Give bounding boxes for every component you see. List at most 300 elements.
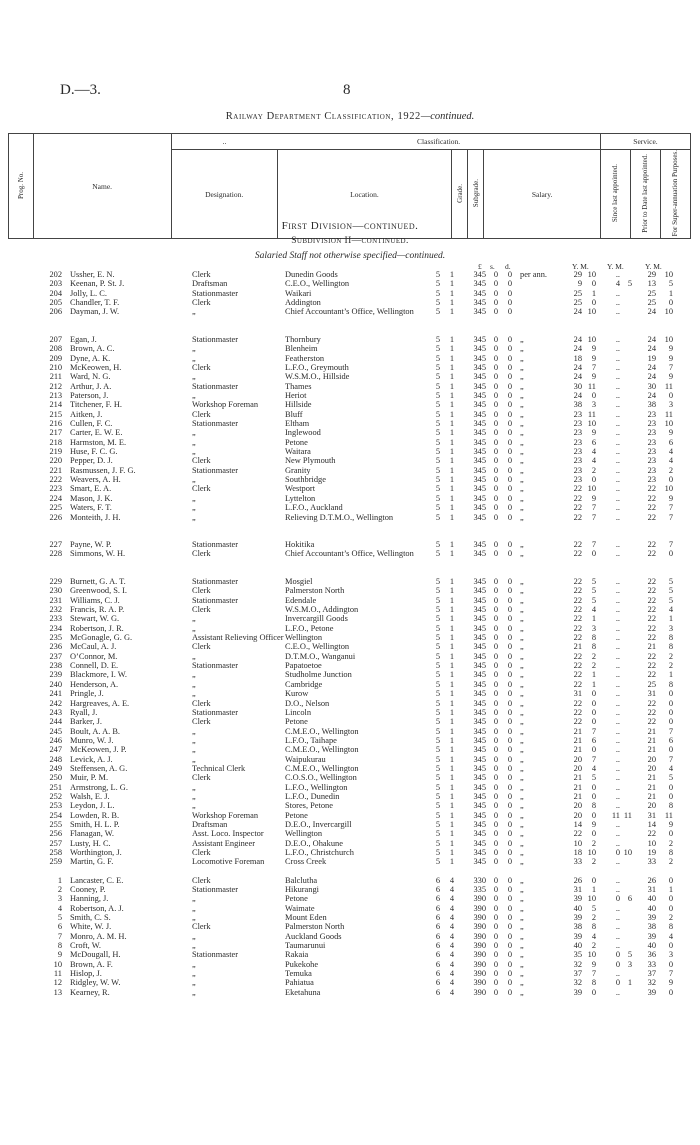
cell-subgrade: 1 [449,540,455,550]
cell-salary-pounds: 345 [473,726,486,736]
cell-subgrade: 1 [449,819,455,829]
cell-salary-pounds: 345 [473,465,486,475]
cell-designation: Stationmaster [192,950,239,960]
cell-location: Auckland Goods [285,931,342,941]
cell-super-months: 7 [668,969,673,979]
cell-name: Francis, R. A. P. [70,605,125,615]
cell-grade: 5 [435,456,441,466]
cell-prog-no: 256 [49,829,62,839]
cell-subgrade: 1 [449,353,455,363]
cell-super-years: 40 [647,941,656,951]
cell-salary-shillings: 0 [493,950,498,960]
cell-salary-shillings: 0 [493,540,498,550]
cell-salary-pence: 0 [507,437,512,447]
cell-prior-years: .. [615,726,620,736]
unit-years-months-3: Y. M. [645,262,662,271]
cell-salary-pounds: 345 [473,334,486,344]
cell-salary-pence: 0 [507,707,512,717]
cell-since-last-months: 4 [591,456,596,466]
document-reference: D.—3. [60,82,101,98]
cell-name: Lowden, R. B. [70,810,120,820]
cell-since-last-months: 2 [591,651,596,661]
table-row [0,848,700,857]
cell-name: Titchener, F. H. [70,400,122,410]
cell-since-last-years: 22 [573,503,582,513]
cell-prog-no: 229 [49,577,62,587]
cell-grade: 6 [435,913,441,923]
cell-location: Wellington [285,633,323,643]
cell-since-last-months: 10 [587,894,596,904]
cell-prior-months: 6 [627,894,632,904]
cell-salary-period: „ [520,334,524,344]
cell-designation: „ [192,372,196,382]
cell-since-last-years: 20 [573,763,582,773]
cell-salary-pounds: 345 [473,344,486,354]
cell-super-months: 3 [668,950,673,960]
cell-salary-pounds: 390 [473,987,486,997]
cell-super-months: 2 [668,651,673,661]
cell-salary-shillings: 0 [493,447,498,457]
cell-location: C.M.E.O., Wellington [285,763,359,773]
cell-salary-pounds: 345 [473,270,486,279]
cell-prior-years: .. [615,651,620,661]
cell-salary-pence: 0 [507,614,512,624]
cell-since-last-months: 9 [591,344,596,354]
cell-name: Dayman, J. W. [70,307,120,317]
cell-location: Petone [285,717,308,727]
cell-salary-shillings: 0 [493,661,498,671]
cell-grade: 5 [435,419,441,429]
cell-grade: 5 [435,512,441,522]
cell-location: Taumarunui [285,941,326,951]
cell-subgrade: 4 [449,978,455,988]
cell-salary-pence: 0 [507,307,512,317]
cell-salary-shillings: 0 [493,493,498,503]
cell-salary-pounds: 345 [473,298,486,308]
cell-super-years: 31 [647,689,656,699]
cell-since-last-years: 35 [573,950,582,960]
cell-prog-no: 214 [49,400,62,410]
table-row [0,577,700,586]
cell-prog-no: 10 [53,959,62,969]
cell-since-last-months: 0 [591,689,596,699]
cell-location: Petone [285,894,308,904]
cell-super-years: 31 [647,810,656,820]
cell-location: Wellington [285,829,323,839]
cell-prog-no: 235 [49,633,62,643]
cell-prior-years: .. [615,969,620,979]
cell-salary-shillings: 0 [493,857,498,867]
cell-super-months: 0 [668,707,673,717]
table-row [0,307,700,326]
table-row [0,298,700,307]
cell-salary-pounds: 345 [473,493,486,503]
cell-super-months: 6 [668,437,673,447]
cell-super-years: 10 [647,838,656,848]
cell-salary-pence: 0 [507,409,512,419]
cell-super-years: 21 [647,791,656,801]
cell-prior-years: .. [615,475,620,485]
cell-salary-period: „ [520,605,524,615]
cell-subgrade: 1 [449,679,455,689]
cell-subgrade: 4 [449,931,455,941]
cell-prog-no: 218 [49,437,62,447]
cell-salary-shillings: 0 [493,419,498,429]
cell-super-months: 7 [668,540,673,550]
cell-prog-no: 241 [49,689,62,699]
cell-location: D.E.O., Ohakune [285,838,343,848]
cell-salary-pounds: 345 [473,372,486,382]
cell-super-years: 21 [647,782,656,792]
cell-grade: 5 [435,735,441,745]
cell-super-years: 40 [647,894,656,904]
cell-prior-months: 3 [627,959,632,969]
table-row [0,410,700,419]
cell-prog-no: 220 [49,456,62,466]
cell-since-last-months: 5 [591,586,596,596]
cell-grade: 6 [435,894,441,904]
table-row [0,969,700,978]
table-row [0,279,700,288]
cell-salary-shillings: 0 [493,903,498,913]
cell-prior-years: .. [615,791,620,801]
cell-designation: Clerk [192,586,211,596]
cell-salary-period: „ [520,409,524,419]
cell-name: Williams, C. J. [70,595,120,605]
cell-prior-years: .. [615,484,620,494]
cell-since-last-months: 0 [591,875,596,885]
cell-subgrade: 1 [449,428,455,438]
cell-subgrade: 1 [449,372,455,382]
cell-name: Pringle, J. [70,689,104,699]
cell-designation: Clerk [192,773,211,783]
cell-salary-pence: 0 [507,773,512,783]
cell-grade: 6 [435,969,441,979]
cell-prior-years: .. [615,819,620,829]
cell-subgrade: 1 [449,698,455,708]
table-row [0,745,700,754]
cell-super-years: 14 [647,819,656,829]
cell-prior-years: .. [615,540,620,550]
cell-salary-pounds: 345 [473,745,486,755]
cell-prior-years: .. [615,698,620,708]
cell-prior-years: .. [615,754,620,764]
cell-name: Smith, C. S. [70,913,111,923]
cell-prog-no: 210 [49,363,62,372]
table-row [0,988,700,997]
cell-since-last-years: 22 [573,623,582,633]
cell-designation: „ [192,978,196,988]
table-row [0,801,700,810]
cell-salary-shillings: 0 [493,633,498,643]
cell-super-months: 0 [668,391,673,401]
cell-location: Bluff [285,409,303,419]
cell-name: Hargreaves, A. E. [70,698,130,708]
cell-prog-no: 221 [49,465,62,475]
cell-salary-period: „ [520,475,524,485]
cell-super-years: 33 [647,857,656,867]
cell-designation: „ [192,447,196,457]
cell-salary-pence: 0 [507,493,512,503]
cell-since-last-months: 6 [591,735,596,745]
cell-grade: 5 [435,801,441,811]
cell-super-years: 38 [647,400,656,410]
cell-super-years: 36 [647,950,656,960]
cell-salary-period: „ [520,987,524,997]
cell-super-years: 23 [647,447,656,457]
cell-prior-months: 5 [627,950,632,960]
cell-salary-pence: 0 [507,791,512,801]
cell-prior-years: .. [615,633,620,643]
cell-grade: 5 [435,586,441,596]
cell-super-years: 21 [647,735,656,745]
cell-salary-pounds: 345 [473,679,486,689]
cell-subgrade: 1 [449,726,455,736]
cell-salary-pounds: 345 [473,595,486,605]
cell-since-last-years: 38 [573,400,582,410]
table-row [0,708,700,717]
cell-salary-shillings: 0 [493,969,498,979]
cell-subgrade: 1 [449,614,455,624]
cell-super-months: 0 [668,298,673,308]
cell-prog-no: 246 [49,735,62,745]
cell-since-last-years: 18 [573,353,582,363]
cell-salary-period: „ [520,577,524,587]
cell-salary-pence: 0 [507,838,512,848]
cell-grade: 5 [435,400,441,410]
cell-name: Lusty, H. C. [70,838,111,848]
cell-grade: 5 [435,503,441,513]
cell-since-last-years: 21 [573,791,582,801]
cell-since-last-months: 0 [591,298,596,308]
cell-location: Thornbury [285,334,321,344]
cell-name: McKeowen, H. [70,363,122,372]
running-title [0,111,700,122]
cell-subgrade: 1 [449,801,455,811]
cell-name: Ryall, J. [70,707,98,717]
cell-super-years: 23 [647,475,656,485]
cell-location: Papatoetoe [285,661,322,671]
cell-since-last-years: 23 [573,419,582,429]
table-row [0,354,700,363]
cell-location: Stores, Petone [285,801,333,811]
cell-subgrade: 1 [449,456,455,466]
cell-prog-no: 4 [57,903,62,913]
cell-prior-years: .. [615,344,620,354]
cell-super-months: 2 [668,838,673,848]
cell-salary-period: „ [520,344,524,354]
cell-prog-no: 230 [49,586,62,596]
cell-name: Payne, W. P. [70,540,112,550]
cell-super-months: 0 [668,689,673,699]
cell-super-years: 24 [647,334,656,344]
cell-super-years: 30 [647,381,656,391]
header-salary: Salary. [484,150,601,239]
cell-prog-no: 248 [49,754,62,764]
cell-super-months: 0 [668,698,673,708]
table-row [0,494,700,503]
cell-super-months: 4 [668,605,673,615]
cell-super-months: 7 [668,512,673,522]
cell-subgrade: 1 [449,670,455,680]
cell-prog-no: 225 [49,503,62,513]
cell-salary-shillings: 0 [493,307,498,317]
cell-name: Ussher, E. N. [70,270,115,279]
cell-grade: 5 [435,344,441,354]
cell-location: Chief Accountant’s Office, Wellington [285,549,414,559]
cell-super-years: 39 [647,987,656,997]
cell-location: Inglewood [285,428,321,438]
cell-salary-shillings: 0 [493,763,498,773]
cell-salary-period: „ [520,717,524,727]
cell-super-months: 6 [668,735,673,745]
table-row [0,764,700,773]
cell-designation: Clerk [192,549,211,559]
cell-location: Hillside [285,400,312,410]
cell-location: Southbridge [285,475,326,485]
cell-salary-pence: 0 [507,717,512,727]
cell-super-months: 0 [668,549,673,559]
table-row [0,811,700,820]
cell-since-last-months: 7 [591,503,596,513]
cell-super-months: 9 [668,344,673,354]
cell-salary-pence: 0 [507,270,512,279]
cell-prior-years: .. [615,903,620,913]
cell-salary-shillings: 0 [493,679,498,689]
cell-grade: 5 [435,679,441,689]
cell-grade: 5 [435,409,441,419]
cell-since-last-years: 26 [573,875,582,885]
table-row [0,913,700,922]
cell-salary-pence: 0 [507,782,512,792]
table-row [0,438,700,447]
cell-location: Cambridge [285,679,323,689]
cell-salary-pence: 0 [507,763,512,773]
cell-salary-pence: 0 [507,605,512,615]
cell-name: Arthur, J. A. [70,381,112,391]
cell-salary-shillings: 0 [493,465,498,475]
cell-since-last-years: 14 [573,819,582,829]
cell-salary-pence: 0 [507,801,512,811]
header-name: Name. [33,134,171,239]
cell-salary-pounds: 330 [473,875,486,885]
cell-super-months: 9 [668,493,673,503]
cell-prior-years: .. [615,549,620,559]
table-row [0,680,700,689]
cell-designation: „ [192,679,196,689]
cell-salary-pence: 0 [507,391,512,401]
cell-since-last-months: 6 [591,437,596,447]
cell-super-months: 1 [668,885,673,895]
cell-salary-pence: 0 [507,978,512,988]
cell-super-months: 2 [668,857,673,867]
cell-super-years: 39 [647,913,656,923]
cell-salary-pence: 0 [507,298,512,308]
cell-salary-shillings: 0 [493,381,498,391]
cell-subgrade: 1 [449,447,455,457]
cell-location: Studholme Junction [285,670,352,680]
cell-designation: Clerk [192,456,211,466]
cell-salary-pounds: 345 [473,409,486,419]
cell-prior-years: 0 [615,848,620,857]
cell-location: Chief Accountant’s Office, Wellington [285,307,414,317]
cell-since-last-months: 0 [591,549,596,559]
cell-prog-no: 242 [49,698,62,708]
cell-designation: „ [192,745,196,755]
cell-location: Petone [285,437,308,447]
cell-salary-period: „ [520,391,524,401]
cell-since-last-months: 9 [591,353,596,363]
cell-super-months: 0 [668,894,673,904]
cell-location: L.F.O., Christchurch [285,848,354,857]
cell-super-months: 5 [668,279,673,289]
cell-designation: „ [192,726,196,736]
cell-designation: „ [192,353,196,363]
cell-salary-pence: 0 [507,540,512,550]
cell-grade: 5 [435,279,441,289]
cell-super-months: 0 [668,959,673,969]
cell-name: Ward, N. G. [70,372,111,382]
cell-salary-period: „ [520,969,524,979]
cell-salary-pounds: 345 [473,848,486,857]
cell-since-last-years: 22 [573,493,582,503]
cell-prior-years: .. [615,614,620,624]
cell-salary-pence: 0 [507,941,512,951]
cell-salary-pence: 0 [507,447,512,457]
cell-salary-pence: 0 [507,848,512,857]
cell-salary-period: „ [520,857,524,867]
cell-subgrade: 1 [449,400,455,410]
cell-designation: „ [192,391,196,401]
cell-prog-no: 215 [49,409,62,419]
cell-prior-years: .. [615,987,620,997]
cell-prior-years: .. [615,307,620,317]
cell-designation: „ [192,941,196,951]
cell-since-last-months: 10 [587,848,596,857]
cell-prog-no: 255 [49,819,62,829]
cell-super-years: 21 [647,745,656,755]
table-row [0,941,700,950]
cell-name: Stewart, W. G. [70,614,120,624]
cell-name: Blackmore, I. W. [70,670,127,680]
cell-salary-shillings: 0 [493,745,498,755]
cell-since-last-months: 2 [591,838,596,848]
cell-since-last-years: 32 [573,978,582,988]
cell-since-last-months: 10 [587,419,596,429]
cell-super-years: 23 [647,437,656,447]
cell-super-years: 24 [647,372,656,382]
cell-salary-pounds: 345 [473,791,486,801]
cell-super-years: 21 [647,773,656,783]
cell-super-years: 22 [647,623,656,633]
cell-salary-period: „ [520,782,524,792]
cell-salary-pounds: 390 [473,931,486,941]
cell-since-last-months: 4 [591,447,596,457]
cell-designation: Draftsman [192,279,228,289]
cell-salary-pounds: 345 [473,363,486,372]
cell-name: Greenwood, S. I. [70,586,127,596]
cell-grade: 5 [435,549,441,559]
cell-designation: „ [192,735,196,745]
cell-designation: „ [192,903,196,913]
table-row [0,876,700,885]
cell-subgrade: 1 [449,503,455,513]
cell-name: White, W. J. [70,922,112,932]
cell-super-months: 3 [668,400,673,410]
cell-super-years: 23 [647,465,656,475]
cell-super-months: 0 [668,782,673,792]
cell-salary-period: „ [520,437,524,447]
